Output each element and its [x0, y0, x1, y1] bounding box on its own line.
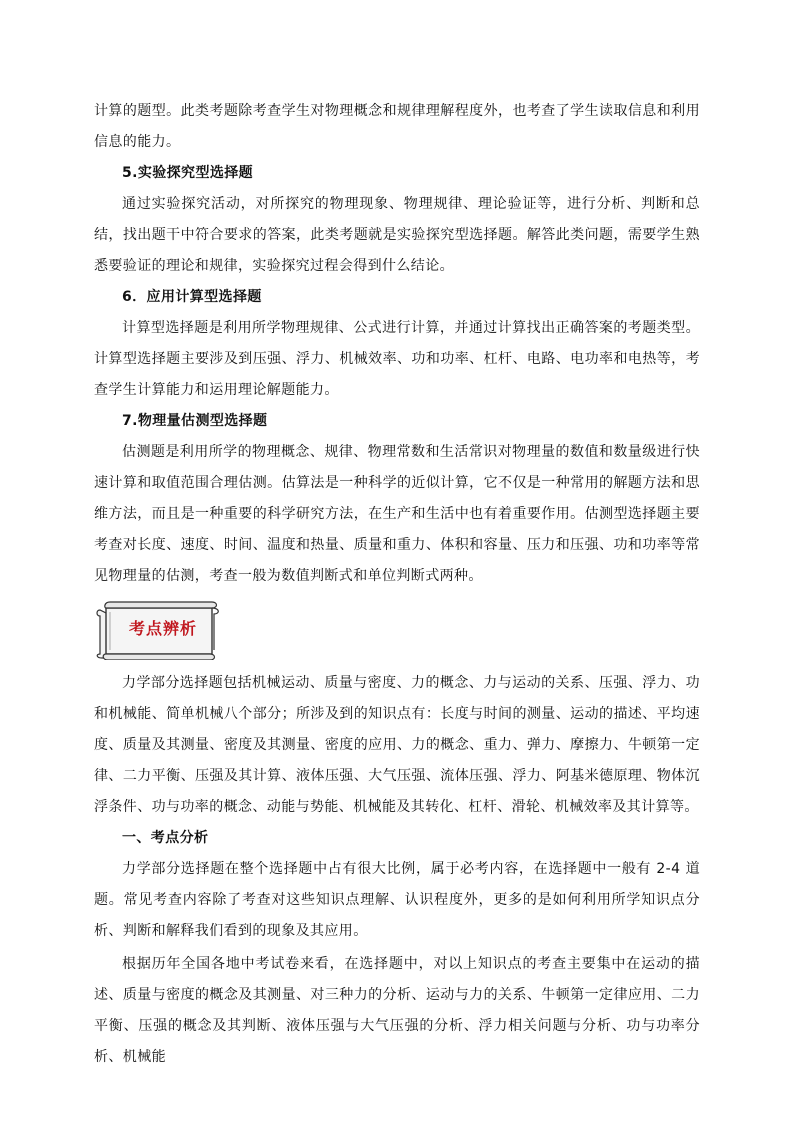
- banner-label: 考点辨析: [128, 619, 197, 638]
- section-5-paragraph: 通过实验探究活动，对所探究的物理现象、物理规律、理论验证等，进行分析、判断和总结，找出题干中符合要求的答案，此类考题就是实验探究型选择题。解答此类问题，需要学生熟悉要验证的理论和规律，实验探究过程会得到什么结论。: [94, 196, 700, 274]
- intro-tail-paragraph: 计算的题型。此类考题除考查学生对物理概念和规律理解程度外，也考查了学生读取信息和利用信息的能力。: [94, 103, 700, 150]
- part-1-heading: 一、考点分析: [122, 830, 209, 846]
- document-page: [94, 96, 700, 1073]
- kaodian-banner: [94, 600, 224, 660]
- section-7-paragraph: 估测题是利用所学的物理概念、规律、物理常数和生活常识对物理量的数值和数量级进行快速计算和取值范围合理估测。估算法是一种科学的近似计算，它不仅是一种常用的解题方法和思维方法，而且是一种重要的科学研究方法，在生产和生活中也有着重要作用。估测型选择题主要考查对长度、速度、时间、温度和热量、质量和重力、体积和容量、压力和压强、功和功率等常见物理量的估测，考查一般为数值判断式和单位判断式两种。: [94, 444, 700, 584]
- section-6-paragraph: 计算型选择题是利用所学物理规律、公式进行计算，并通过计算找出正确答案的考题类型。计算型选择题主要涉及到压强、浮力、机械效率、功和功率、杠杆、电路、电功率和电热等，考查学生计算能力和运用理论解题能力。: [94, 320, 700, 398]
- section-6-heading: 6．应用计算型选择题: [122, 289, 262, 305]
- analysis-intro-paragraph: 力学部分选择题包括机械运动、质量与密度、力的概念、力与运动的关系、压强、浮力、功和机械能、简单机械八个部分；所涉及到的知识点有：长度与时间的测量、运动的描述、平均速度、质量及其测量、密度及其测量、密度的应用、力的概念、重力、弹力、摩擦力、牛顿第一定律、二力平衡、压强及其计算、液体压强、大气压强、流体压强、浮力、阿基米德原理、物体沉浮条件、功与功率的概念、动能与势能、机械能及其转化、杠杆、滑轮、机械效率及其计算等。: [94, 675, 700, 815]
- section-7-heading: 7.物理量估测型选择题: [122, 413, 268, 429]
- part-1-paragraph-2: 根据历年全国各地中考试卷来看，在选择题中，对以上知识点的考查主要集中在运动的描述、质量与密度的概念及其测量、对三种力的分析、运动与力的关系、牛顿第一定律应用、二力平衡、压强的概念及其判断、液体压强与大气压强的分析、浮力相关问题与分析、功与功率分析、机械能: [94, 956, 700, 1065]
- section-5-heading: 5.实验探究型选择题: [122, 165, 254, 181]
- part-1-paragraph-1: 力学部分选择题在整个选择题中占有很大比例，属于必考内容，在选择题中一般有 2-4 道题。常见考查内容除了考查对这些知识点理解、认识程度外，更多的是如何利用所学知识点分析、判断和解释我们看到的现象及其应用。: [94, 861, 700, 939]
